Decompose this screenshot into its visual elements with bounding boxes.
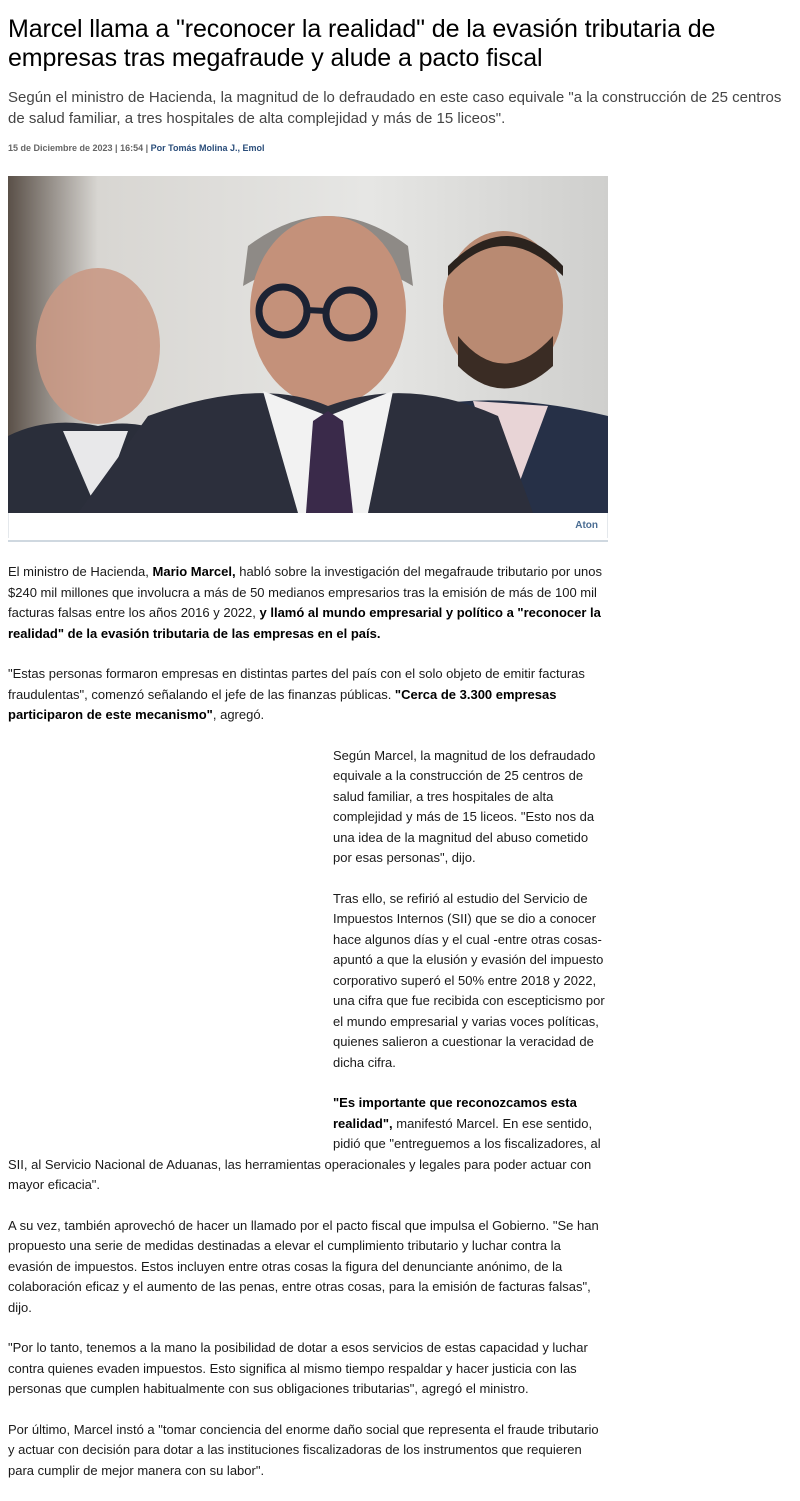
article-paragraph: Por último, Marcel instó a "tomar conciencia del enorme daño social que representa el fraude tributario y actuar con decisión para dotar a las instituciones fiscalizadoras de los instrumentos que requieren para cumplir de mejor manera con su labor". xyxy=(8,1421,599,1478)
photo-credit: Aton xyxy=(575,520,598,531)
article-author-link[interactable]: Por Tomás Molina J., Emol xyxy=(150,143,265,153)
paragraph-bold-text: Mario Marcel, xyxy=(152,564,236,579)
paragraph-text: , agregó. xyxy=(212,707,265,722)
article-paragraph: A su vez, también aprovechó de hacer un llamado por el pacto fiscal que impulsa el Gobierno. "Se han propuesto una serie de medidas destinadas a elevar el cumplimiento tributario y luchar contra la evasión de impuestos. Estos incluyen entre otras cosas la figura del denunciante anónimo, de la colaboración eficaz y el aumento de las penas, entre otras cosas, para la emisión de facturas falsas", dijo. xyxy=(8,1217,599,1315)
article-paragraph xyxy=(8,562,608,644)
article-date: 15 de Diciembre de 2023 | 16:54 | xyxy=(8,143,149,153)
paragraph-text: habló sobre la investigación del megafraude tributario por unos $240 mil millones que involucra a más de 50 medianos empresarios tras la emisión de más de 100 mil facturas falsas entre los años 2016 y 2022, xyxy=(8,564,603,620)
article-photo xyxy=(8,176,608,513)
article-paragraph: "Por lo tanto, tenemos a la mano la posibilidad de dotar a esos servicios de estas capacidad y luchar contra quienes evaden impuestos. Esto significa al mismo tiempo respaldar y hacer justicia con las personas que cumplen habitualmente con sus obligaciones tributarias", agregó el ministro. xyxy=(8,1340,588,1396)
article-paragraph: Según Marcel, la magnitud de los defraudado equivale a la construcción de 25 centros de salud familiar, a tres hospitales de alta complejidad y más de 15 liceos. "Esto nos da una idea de la magnitud del abuso cometido por esas personas", dijo. xyxy=(333,747,596,865)
paragraph-bold-text: "Cerca de 3.300 empresas participaron de este mecanismo" xyxy=(8,686,557,722)
paragraph-bold-text: y llamó al mundo empresarial y político a "reconocer la realidad" de la evasión tributaria de las empresas en el país. xyxy=(8,605,601,641)
article-paragraph xyxy=(8,664,608,726)
ad-placeholder xyxy=(8,746,333,1146)
paragraph-text: "Estas personas formaron empresas en distintas partes del país con el solo objeto de emitir facturas fraudulentas", comenzó señalando el jefe de las finanzas públicas. xyxy=(8,666,585,702)
photo-credit-bar xyxy=(8,513,608,538)
paragraph-bold-text: "Es importante que reconozcamos esta realidad", xyxy=(333,1095,577,1131)
article-paragraph: Tras ello, se refirió al estudio del Servicio de Impuestos Internos (SII) que se dio a conocer hace algunos días y el cual -entre otras cosas- apuntó a que la elusión y evasión del impuesto corporativo superó el 50% entre 2018 y 2022, una cifra que fue recibida con escepticismo por el mundo empresarial y varias voces políticas, quienes salieron a cuestionar la veracidad de dicha cifra. xyxy=(333,890,605,1070)
article-title: Marcel llama a "reconocer la realidad" de la evasión tributaria de empresas tras megafraude y alude a pacto fiscal xyxy=(8,15,716,72)
article-subtitle: Según el ministro de Hacienda, la magnitud de lo defraudado en este caso equivale "a la construcción de 25 centros de salud familiar, a tres hospitales de alta complejidad y más de 15 liceos". xyxy=(8,89,782,127)
article-body xyxy=(8,562,608,1501)
paragraph-text: manifestó Marcel. En ese sentido, pidió que "entreguemos a los fiscalizadores, al SII, al Servicio Nacional de Aduanas, las herramientas operacionales y legales para poder actuar con mayor eficacia". xyxy=(8,1115,601,1192)
article-meta xyxy=(8,142,798,154)
paragraph-text: El ministro de Hacienda, xyxy=(8,564,153,579)
article-header xyxy=(8,0,798,154)
article-photo-figure xyxy=(8,176,608,542)
